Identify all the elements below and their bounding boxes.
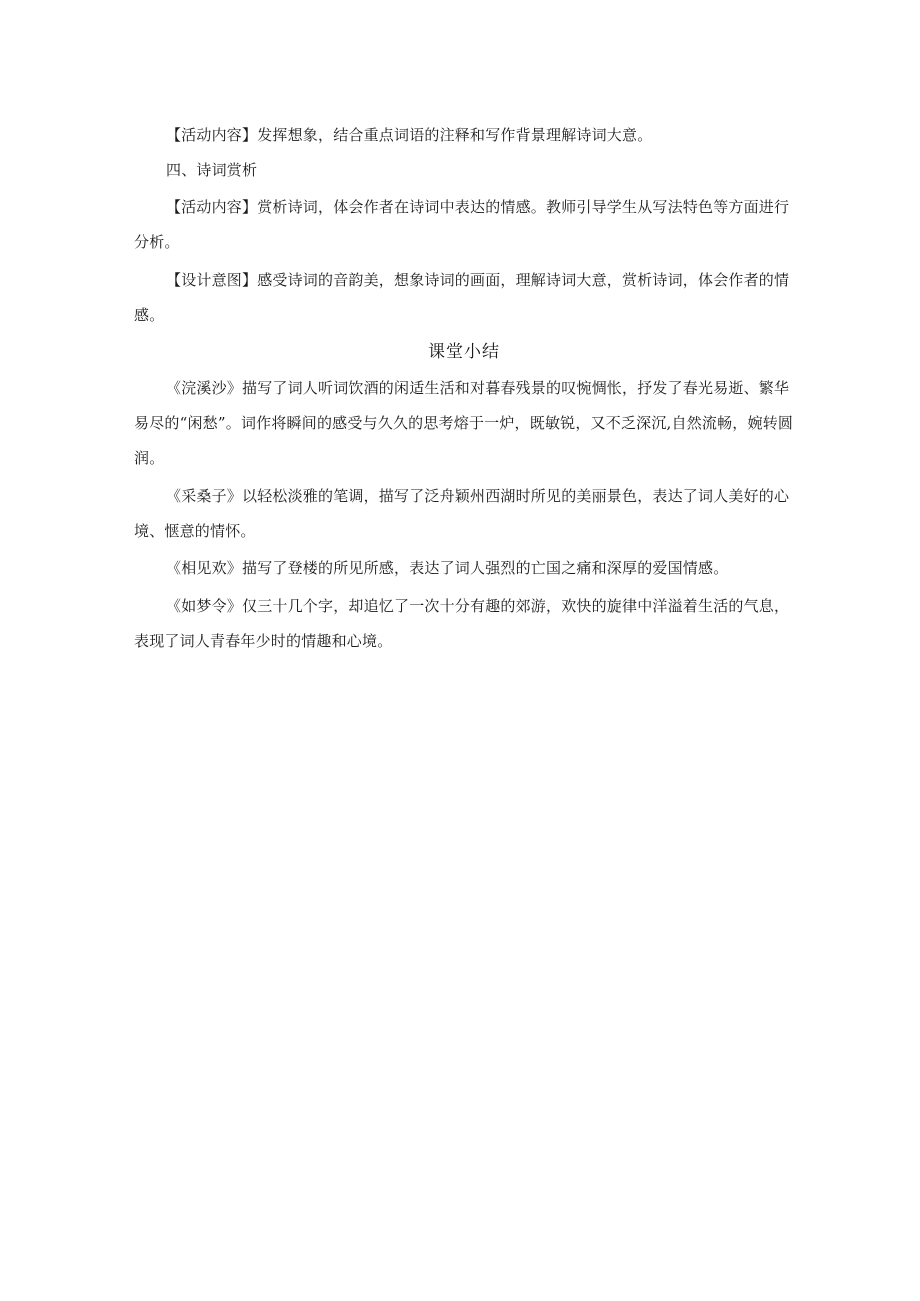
summary-paragraph-xiangjianhuan: 《相见欢》描写了登楼的所见所感，表达了词人强烈的亡国之痛和深厚的爱国情感。 bbox=[166, 559, 729, 577]
summary-paragraph-huanxisha: 《浣溪沙》描写了词人听词饮酒的闲适生活和对暮春残景的叹惋惆怅，抒发了春光易逝、繁华易尽的“闲愁”。词作将瞬间的感受与久久的思考熔于一炉，既敏锐，又不乏深沉,自然流畅，婉转圆润。 bbox=[134, 379, 794, 467]
summary-paragraph-caisangzi: 《采桑子》以轻松淡雅的笔调，描写了泛舟颖州西湖时所见的美丽景色，表达了词人美好的心境、惬意的情怀。 bbox=[134, 487, 790, 540]
summary-paragraph-rumengling: 《如梦令》仅三十几个字，却追忆了一次十分有趣的郊游，欢快的旋律中洋溢着生活的气息，表现了词人青春年少时的情趣和心境。 bbox=[134, 597, 790, 650]
design-intent-paragraph: 【设计意图】感受诗词的音韵美，想象诗词的画面，理解诗词大意，赏析诗词，体会作者的情感。 bbox=[134, 271, 790, 324]
activity-content-paragraph-2: 【活动内容】赏析诗词，体会作者在诗词中表达的情感。教师引导学生从写法特色等方面进行分析。 bbox=[134, 198, 790, 251]
section-four-heading: 四、诗词赏析 bbox=[166, 161, 258, 179]
activity-content-paragraph-1: 【活动内容】发挥想象，结合重点词语的注释和写作背景理解诗词大意。 bbox=[166, 126, 653, 144]
summary-title: 课堂小结 bbox=[428, 342, 500, 362]
